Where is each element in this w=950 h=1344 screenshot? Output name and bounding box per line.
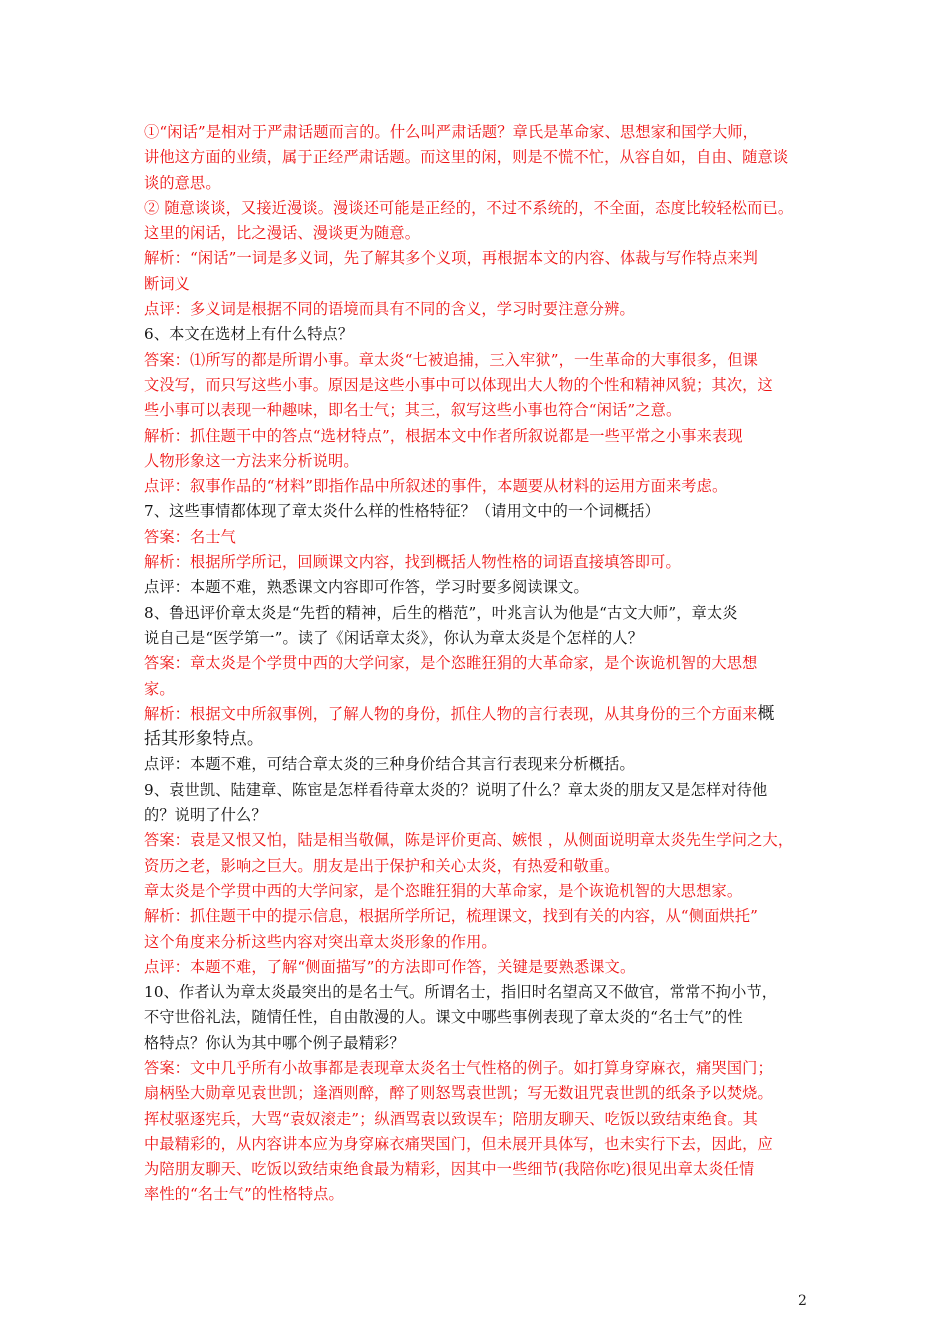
text-line-tail: 概 — [757, 703, 775, 724]
text-line-content: 说自己是“医学第一”。读了《闲话章太炎》，你认为章太炎是个怎样的人？ — [144, 628, 644, 647]
text-line — [144, 828, 816, 853]
text-line — [144, 474, 816, 499]
text-line-content: 8、鲁迅评价章太炎是“先哲的精神，后生的楷范”，叶兆言认为他是“古文大师”，章太炎 — [144, 603, 738, 622]
text-line-content: 解析：根据文中所叙事例，了解人物的身份，抓住人物的言行表现，从其身份的三个方面来 — [144, 704, 758, 723]
text-line — [144, 778, 816, 803]
text-line — [144, 196, 816, 221]
text-line-content: 解析：抓住题干中的提示信息，根据所学所记，梳理课文，找到有关的内容，从“侧面烘托” — [144, 907, 758, 926]
text-line — [144, 1005, 816, 1030]
text-line-content: 6、本文在选材上有什么特点？ — [144, 325, 354, 344]
text-line — [144, 1132, 816, 1157]
text-line — [144, 904, 816, 929]
text-line — [144, 727, 816, 752]
text-line — [144, 550, 816, 575]
text-line — [144, 879, 816, 904]
text-line — [144, 677, 816, 702]
text-line-content: 不守世俗礼法，随情任性，自由散漫的人。课文中哪些事例表现了章太炎的“名士气”的性 — [144, 1008, 743, 1027]
text-line-content: 章太炎是个学贯中西的大学问家，是个恣睢狂狷的大革命家，是个诙诡机智的大思想家。 — [144, 881, 743, 900]
text-line — [144, 702, 816, 727]
text-line — [144, 651, 816, 676]
text-line — [144, 1107, 816, 1132]
text-line-content: 点评：叙事作品的“材料”即指作品中所叙述的事件，本题要从材料的运用方面来考虑。 — [144, 477, 728, 496]
text-line — [144, 322, 816, 347]
text-line-content: 些小事可以表现一种趣味，即名士气；其三，叙写这些小事也符合“闲话”之意。 — [144, 401, 682, 420]
text-line-content: 为陪朋友聊天、吃饭以致结束绝食最为精彩，因其中一些细节(我陪你吃)很见出章太炎任情 — [144, 1160, 755, 1179]
text-line-content: 挥杖驱逐宪兵，大骂“袁奴滚走”；纵酒骂袁以致误车；陪朋友聊天、吃饭以致结束绝食。其 — [144, 1109, 758, 1128]
text-line — [144, 601, 816, 626]
text-line-content: 解析：“闲话”一词是多义词，先了解其多个义项，再根据本文的内容、体裁与写作特点来判 — [144, 249, 758, 268]
text-line-content: 文没写，而只写这些小事。原因是这些小事中可以体现出大人物的个性和精神风貌；其次，这 — [144, 375, 773, 394]
text-line — [144, 145, 816, 170]
text-line — [144, 1031, 816, 1056]
text-line-content: 答案：名士气 — [144, 527, 237, 546]
text-line — [144, 246, 816, 271]
text-line — [144, 955, 816, 980]
text-line — [144, 930, 816, 955]
text-line — [144, 120, 816, 145]
text-line-content: 资历之老，影响之巨大。朋友是出于保护和关心太炎，有热爱和敬重。 — [144, 856, 620, 875]
text-line-content: 点评：本题不难，了解“侧面描写”的方法即可作答，关键是要熟悉课文。 — [144, 957, 636, 976]
text-line-content: 解析：抓住题干中的答点“选材特点”，根据本文中作者所叙说都是一些平常之小事来表现 — [144, 426, 743, 445]
text-line-content: 点评：本题不难，可结合章太炎的三种身价结合其言行表现来分析概括。 — [144, 755, 635, 774]
text-line-content: 答案：文中几乎所有小故事都是表现章太炎名士气性格的例子。如打算身穿麻衣，痛哭国门； — [144, 1058, 773, 1077]
text-line-content: 断词义 — [144, 274, 191, 293]
text-line — [144, 803, 816, 828]
text-line-content: 家。 — [144, 679, 175, 698]
text-line — [144, 373, 816, 398]
text-line-content: 谈的意思。 — [144, 173, 221, 192]
text-line-content: ② 随意谈谈，又接近漫谈。漫谈还可能是正经的，不过不系统的，不全面，态度比较轻松而已。 — [144, 198, 794, 217]
text-line-content: 中最精彩的，从内容讲本应为身穿麻衣痛哭国门，但未展开具体写，也未实行下去，因此，应 — [144, 1134, 773, 1153]
page-number: 2 — [798, 1293, 807, 1309]
text-line-content: 7、这些事情都体现了章太炎什么样的性格特征？（请用文中的一个词概括） — [144, 502, 660, 521]
text-line — [144, 752, 816, 777]
text-line-content: 这里的闲话，比之漫话、漫谈更为随意。 — [144, 224, 421, 243]
text-line — [144, 398, 816, 423]
text-line-content: 格特点？你认为其中哪个例子最精彩？ — [144, 1033, 405, 1052]
text-line — [144, 499, 816, 524]
text-line — [144, 1056, 816, 1081]
text-line — [144, 525, 816, 550]
text-line-content: 括其形象特点。 — [144, 729, 265, 750]
text-line-content: 点评：多义词是根据不同的语境而具有不同的含义，学习时要注意分辨。 — [144, 300, 635, 319]
text-line-content: 答案：章太炎是个学贯中西的大学问家，是个恣睢狂狷的大革命家，是个诙诡机智的大思想 — [144, 654, 758, 673]
text-line — [144, 1182, 816, 1207]
text-line — [144, 221, 816, 246]
text-line-content: 答案：袁是又恨又怕，陆是相当敬佩，陈是评价更高、嫉恨 ，从侧面说明章太炎先生学问之大， — [144, 831, 794, 850]
text-line — [144, 854, 816, 879]
text-line-content: 答案：⑴所写的都是所谓小事。章太炎“七被追捕，三入牢狱”，一生革命的大事很多，但课 — [144, 350, 758, 369]
text-line-content: 9、袁世凯、陆建章、陈宦是怎样看待章太炎的？说明了什么？章太炎的朋友又是怎样对待他 — [144, 780, 768, 799]
text-line — [144, 424, 816, 449]
text-line — [144, 348, 816, 373]
text-line-content: 这个角度来分析这些内容对突出章太炎形象的作用。 — [144, 932, 497, 951]
document-body — [144, 120, 816, 1208]
text-line-content: 点评：本题不难，熟悉课文内容即可作答，学习时要多阅读课文。 — [144, 578, 589, 597]
text-line — [144, 272, 816, 297]
text-line-content: 扇柄坠大勋章见袁世凯；逢酒则醉，醉了则怒骂袁世凯；写无数诅咒袁世凯的纸条予以焚烧。 — [144, 1084, 773, 1103]
text-line — [144, 1081, 816, 1106]
text-line-content: 讲他这方面的业绩，属于正经严肃话题。而这里的闲，则是不慌不忙，从容自如，自由、随意谈 — [144, 148, 789, 167]
text-line — [144, 297, 816, 322]
text-line-content: 的？说明了什么？ — [144, 806, 267, 825]
text-line-content: ①“闲话”是相对于严肃话题而言的。什么叫严肃话题？章氏是革命家、思想家和国学大师， — [144, 123, 758, 141]
text-line — [144, 1157, 816, 1182]
text-line — [144, 980, 816, 1005]
text-line — [144, 626, 816, 651]
text-line — [144, 575, 816, 600]
text-line — [144, 171, 816, 196]
text-line — [144, 449, 816, 474]
text-line-content: 10、作者认为章太炎最突出的是名士气。所谓名士，指旧时名望高又不做官，常常不拘小节， — [144, 983, 778, 1002]
text-line-content: 解析：根据所学所记，回顾课文内容，找到概括人物性格的词语直接填答即可。 — [144, 553, 681, 572]
text-line-content: 人物形象这一方法来分析说明。 — [144, 451, 359, 470]
text-line-content: 率性的“名士气”的性格特点。 — [144, 1185, 344, 1204]
